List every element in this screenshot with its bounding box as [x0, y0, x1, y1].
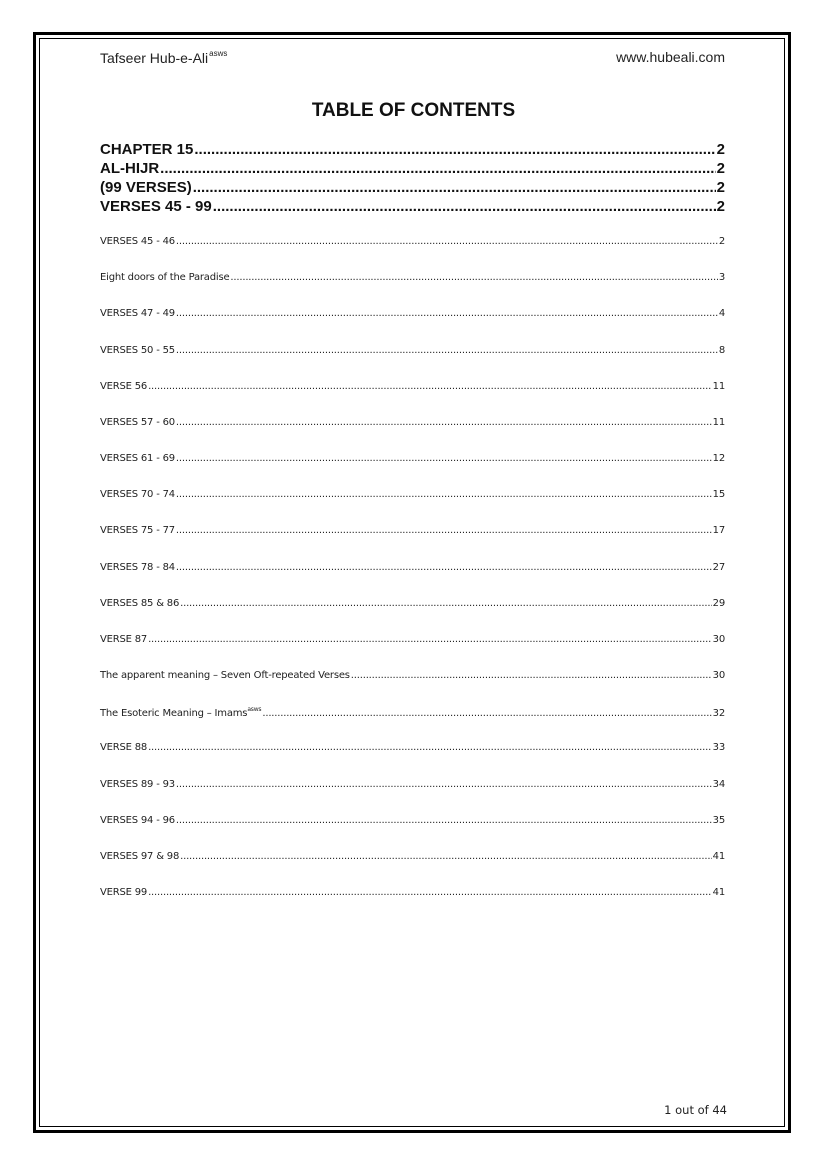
toc-entry-label: VERSES 97 & 98 [100, 851, 180, 862]
toc-entry-page: 2 [718, 236, 725, 247]
toc-entry-page: 11 [712, 381, 725, 392]
toc-entry-page: 32 [712, 708, 725, 719]
toc-entry-label: VERSES 61 - 69 [100, 453, 175, 464]
toc-entry[interactable] [100, 887, 725, 901]
toc-entry-page: 34 [712, 779, 725, 790]
toc-entry-page: 33 [712, 742, 725, 753]
toc-leader-dots [176, 345, 718, 356]
toc-entry-page: 12 [712, 453, 725, 464]
toc-entry-page: 2 [716, 179, 725, 196]
toc-entry-label-text: The Esoteric Meaning – Imams [100, 708, 248, 719]
toc-leader-dots [176, 308, 718, 319]
toc-entry-label: VERSES 57 - 60 [100, 417, 175, 428]
toc-leader-dots [176, 562, 712, 573]
toc-entry-label: VERSES 75 - 77 [100, 525, 175, 536]
toc-entry-label: VERSE 88 [100, 742, 148, 753]
toc-entry-major[interactable] [100, 198, 725, 218]
toc-leader-dots [180, 598, 712, 609]
toc-entry[interactable] [100, 670, 725, 684]
toc-entry[interactable] [100, 562, 725, 576]
toc-entry-page: 29 [712, 598, 725, 609]
page-number: 1 out of 44 [664, 1103, 727, 1117]
toc-leader-dots [176, 489, 712, 500]
toc-leader-dots [176, 417, 712, 428]
toc-entry-page: 41 [712, 851, 725, 862]
toc-entry[interactable] [100, 706, 725, 720]
toc-entry-page: 17 [712, 525, 725, 536]
toc-entry-major[interactable] [100, 141, 725, 161]
toc-entry-label: CHAPTER 15 [100, 141, 194, 158]
toc-leader-dots [176, 815, 712, 826]
toc-leader-dots [148, 887, 712, 898]
toc-entry-label: VERSES 89 - 93 [100, 779, 175, 790]
toc-entry-page: 41 [712, 887, 725, 898]
toc-leader-dots [176, 779, 712, 790]
header-url[interactable]: www.hubeali.com [616, 49, 725, 65]
toc-leader-dots [230, 272, 717, 283]
toc-entry-label: VERSES 45 - 99 [100, 198, 212, 215]
toc-entry-page: 2 [716, 160, 725, 177]
toc-entry-superscript: asws [247, 706, 262, 713]
toc-entry[interactable] [100, 308, 725, 322]
toc-entry-label: VERSES 50 - 55 [100, 345, 175, 356]
toc-leader-dots [194, 141, 715, 158]
toc-entry[interactable] [100, 815, 725, 829]
toc-entry-page: 4 [718, 308, 725, 319]
toc-entry-label: AL-HIJR [100, 160, 160, 177]
toc-entry-major[interactable] [100, 179, 725, 199]
toc-entry-label: VERSE 56 [100, 381, 148, 392]
toc-entry[interactable] [100, 634, 725, 648]
toc-entry-page: 8 [718, 345, 725, 356]
toc-entry[interactable] [100, 851, 725, 865]
toc-entry-page: 2 [716, 141, 725, 158]
toc-entry[interactable] [100, 525, 725, 539]
toc-leader-dots [176, 525, 712, 536]
toc-entry[interactable] [100, 381, 725, 395]
toc-entry-label [100, 706, 261, 719]
toc-entry-major[interactable] [100, 160, 725, 180]
toc-entry[interactable] [100, 779, 725, 793]
toc-entry-label: The apparent meaning – Seven Oft-repeated Verses [100, 670, 350, 681]
page-title: TABLE OF CONTENTS [311, 100, 516, 121]
header-title [100, 49, 227, 66]
toc-entry-page: 15 [712, 489, 725, 500]
toc-entry-label: VERSES 94 - 96 [100, 815, 175, 826]
toc-entry-page: 3 [718, 272, 725, 283]
toc-leader-dots [148, 634, 712, 645]
toc-entry-page: 30 [712, 634, 725, 645]
toc-entry[interactable] [100, 417, 725, 431]
toc-leader-dots [180, 851, 712, 862]
toc-leader-dots [193, 179, 716, 196]
toc-entry-label: VERSE 87 [100, 634, 148, 645]
header-title-text: Tafseer Hub-e-Ali [100, 50, 209, 66]
toc-entry-page: 11 [712, 417, 725, 428]
toc-leader-dots [148, 381, 712, 392]
toc-leader-dots [213, 198, 716, 215]
toc-entry-label: VERSE 99 [100, 887, 148, 898]
toc-entry-page: 35 [712, 815, 725, 826]
toc-entry-label: Eight doors of the Paradise [100, 272, 230, 283]
toc-leader-dots [176, 236, 718, 247]
toc-entry-label: VERSES 78 - 84 [100, 562, 175, 573]
toc-entry-page: 30 [712, 670, 725, 681]
toc-entry-label: VERSES 45 - 46 [100, 236, 175, 247]
toc-leader-dots [351, 670, 712, 681]
toc-entry-label: VERSES 85 & 86 [100, 598, 180, 609]
toc-entry[interactable] [100, 272, 725, 286]
toc-leader-dots [262, 708, 711, 719]
header-title-superscript: asws [209, 49, 228, 58]
toc-leader-dots [148, 742, 712, 753]
toc-entry[interactable] [100, 453, 725, 467]
toc-entry[interactable] [100, 742, 725, 756]
toc-entry-page: 27 [712, 562, 725, 573]
toc-entry[interactable] [100, 489, 725, 503]
toc-entry[interactable] [100, 345, 725, 359]
toc-entry-label: VERSES 70 - 74 [100, 489, 175, 500]
toc-leader-dots [160, 160, 715, 177]
toc-entry[interactable] [100, 236, 725, 250]
toc-entry[interactable] [100, 598, 725, 612]
toc-leader-dots [176, 453, 712, 464]
toc-entry-page: 2 [716, 198, 725, 215]
toc-entry-label: (99 VERSES) [100, 179, 192, 196]
toc-entry-label: VERSES 47 - 49 [100, 308, 175, 319]
